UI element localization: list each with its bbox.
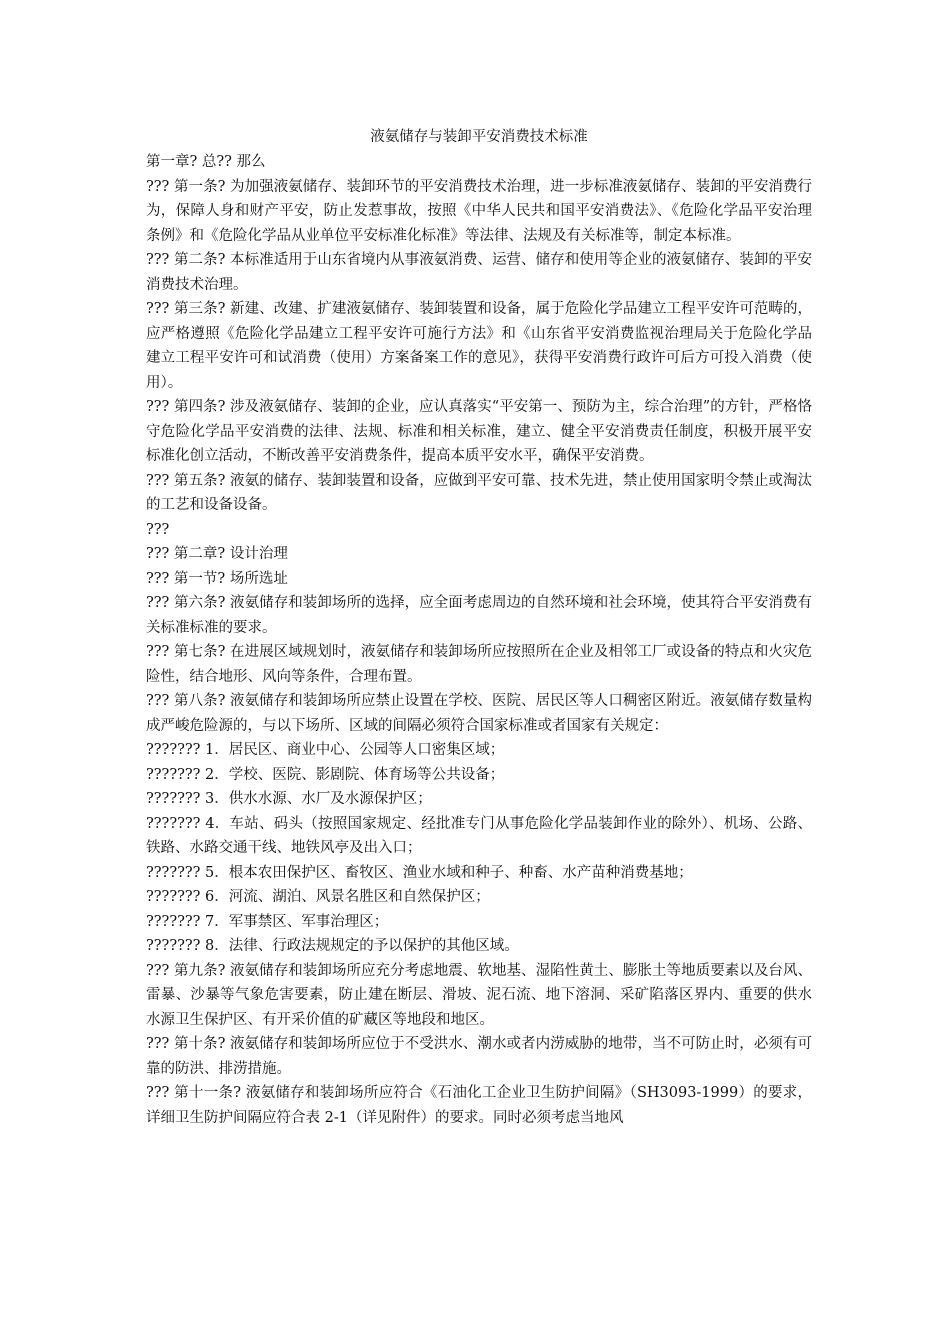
chapter-1-heading: 第一章? 总?? 那么 xyxy=(146,154,266,170)
article-9: ??? 第九条? 液氨储存和装卸场所应充分考虑地震、软地基、湿陷性黄土、膨胀土等地质要素以及台风、雷暴、沙暴等气象危害要素，防止建在断层、滑坡、泥石流、地下溶洞、采矿陷落区界内、重要的供水水源卫生保护区、有开采价值的矿藏区等地段和地区。 xyxy=(146,962,812,1028)
list-item: ??????? 5．根本农田保护区、畜牧区、渔业水域和种子、种畜、水产苗种消费基地； xyxy=(146,864,693,881)
list-item: ??????? 7．军事禁区、军事治理区； xyxy=(146,913,389,930)
list-item: ??????? 6．河流、湖泊、风景名胜区和自然保护区； xyxy=(146,889,490,905)
article-3: ??? 第三条? 新建、改建、扩建液氨储存、装卸装置和设备，属于危险化学品建立工程平安许可范畴的，应严格遵照《危险化学品建立工程平安许可施行方法》和《山东省平安消费监视治理局关于危险化学品建立工程平安许可和试消费（使用）方案备案工作的意见》，获得平安消费行政许可后方可投入消费（使用）。 xyxy=(146,301,812,391)
document-page xyxy=(146,124,812,1130)
chapter-2-heading: ??? 第二章? 设计治理 xyxy=(146,546,288,562)
list-item: ??????? 1．居民区、商业中心、公园等人口密集区域； xyxy=(146,742,505,758)
section-1-heading: ??? 第一节? 场所选址 xyxy=(146,570,288,587)
article-11: ??? 第十一条? 液氨储存和装卸场所应符合《石油化工企业卫生防护间隔》（SH3093-1999）的要求，详细卫生防护间隔应符合表 2-1（详见附件）的要求。同时必须考虑当地风 xyxy=(146,1085,812,1126)
article-8: ??? 第八条? 液氨储存和装卸场所应禁止设置在学校、医院、居民区等人口稠密区附近。液氨储存数量构成严峻危险源的，与以下场所、区域的间隔必须符合国家标准或者国家有关规定： xyxy=(146,693,812,734)
article-5: ??? 第五条? 液氨的储存、装卸装置和设备，应做到平安可靠、技术先进，禁止使用国家明令禁止或淘汰的工艺和设备设备。 xyxy=(146,472,812,513)
list-item: ??????? 4．车站、码头（按照国家规定、经批准专门从事危险化学品装卸作业的除外）、机场、公路、铁路、水路交通干线、地铁风亭及出入口； xyxy=(146,815,812,856)
article-4: ??? 第四条? 涉及液氨储存、装卸的企业，应认真落实“平安第一、预防为主，综合治理”的方针，严格恪守危险化学品平安消费的法律、法规、标准和相关标准，建立、健全平安消费责任制度，积极开展平安标准化创立活动，不断改善平安消费条件，提高本质平安水平，确保平安消费。 xyxy=(146,399,812,464)
list-item: ??????? 3．供水水源、水厂及水源保护区； xyxy=(146,791,432,807)
article-10: ??? 第十条? 液氨储存和装卸场所应位于不受洪水、潮水或者内涝威胁的地带，当不可防止时，必须有可靠的防洪、排涝措施。 xyxy=(146,1036,812,1077)
document-body xyxy=(146,150,812,1130)
article-7: ??? 第七条? 在进展区域规划时，液氨储存和装卸场所应按照所在企业及相邻工厂或设备的特点和火灾危险性，结合地形、风向等条件，合理布置。 xyxy=(146,644,812,685)
document-title: 液氨储存与装卸平安消费技术标准 xyxy=(370,129,588,145)
article-1: ??? 第一条? 为加强液氨储存、装卸环节的平安消费技术治理，进一步标准液氨储存、装卸的平安消费行为，保障人身和财产平安，防止发惹事故，按照《中华人民共和国平安消费法》、《危险化学品平安治理条例》和《危险化学品从业单位平安标准化标准》等法律、法规及有关标准等，制定本标准。 xyxy=(146,178,812,244)
article-6: ??? 第六条? 液氨储存和装卸场所的选择，应全面考虑周边的自然环境和社会环境，使其符合平安消费有关标准标准的要求。 xyxy=(146,595,812,636)
list-item: ??????? 8．法律、行政法规规定的予以保护的其他区域。 xyxy=(146,938,519,954)
list-item: ??????? 2．学校、医院、影剧院、体育场等公共设备； xyxy=(146,766,505,783)
article-2: ??? 第二条? 本标准适用于山东省境内从事液氨消费、运营、储存和使用等企业的液氨储存、装卸的平安消费技术治理。 xyxy=(146,252,812,293)
blank-line: ??? xyxy=(146,521,170,538)
